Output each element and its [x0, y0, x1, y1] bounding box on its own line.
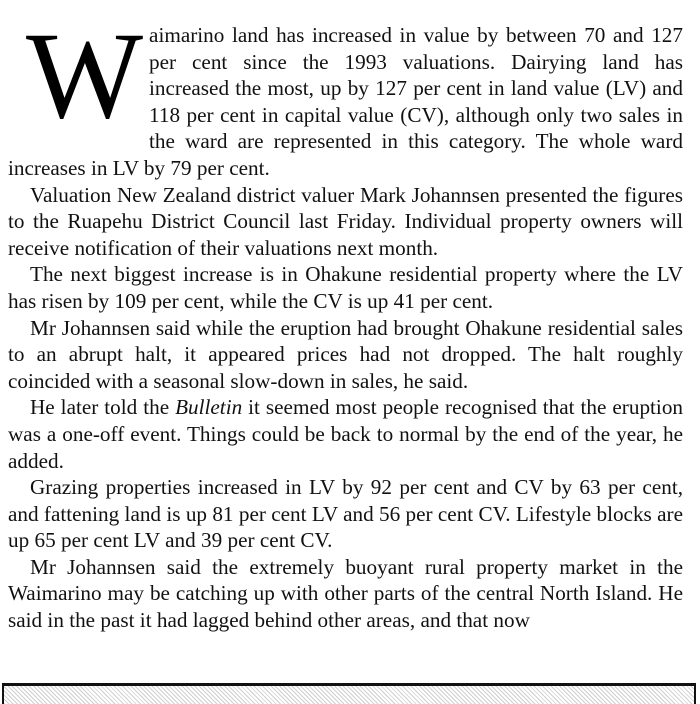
bottom-border-rule: [2, 683, 696, 704]
paragraph-grazing: Grazing properties increased in LV by 92 per cent and CV by 63 per cent, and fattening land is up 81 per cent LV and 56 per cent CV. Lifestyle blocks are up 65 per cent LV and 39 per cent CV.: [8, 475, 683, 553]
paragraph-ohakune: The next biggest increase is in Ohakune residential property where the LV has risen by 109 per cent, while the CV is up 41 per cent.: [8, 262, 683, 313]
paragraph-valuer: Valuation New Zealand district valuer Mark Johannsen presented the figures to the Ruapehu District Council last Friday. Individual property owners will receive notification of their valuations next month.: [8, 182, 683, 260]
paragraph-bulletin: [8, 394, 683, 474]
drop-cap: W: [26, 7, 144, 144]
bulletin-after-text: it seemed most people recognised that the eruption was a one-off event. Things could be back to normal by the end of the year, he added.: [8, 395, 684, 473]
article-body: [8, 7, 684, 634]
paragraph-eruption: Mr Johannsen said while the eruption had brought Ohakune residential sales to an abrupt halt, it appeared prices had not dropped. The halt roughly coincided with a seasonal slow-down in sales, he said.: [8, 315, 683, 393]
lead-paragraph-text: aimarino land has increased in value by between 70 and 127 per cent since the 1993 valuations. Dairying land has increased the most, up by 127 per cent in land value (LV) and 118 per cent in capital value (CV), although only two sales in the ward are represented in this category. The whole ward increases in LV by 79 per cent.: [8, 23, 683, 180]
lead-paragraph: [8, 7, 683, 182]
paragraph-rural-market: Mr Johannsen said the extremely buoyant rural property market in the Waimarino may be catching up with other parts of the central North Island. He said in the past it had lagged behind other areas, and that now: [8, 554, 683, 633]
publication-name: Bulletin: [175, 395, 243, 420]
bulletin-before-text: He later told the: [30, 395, 176, 420]
